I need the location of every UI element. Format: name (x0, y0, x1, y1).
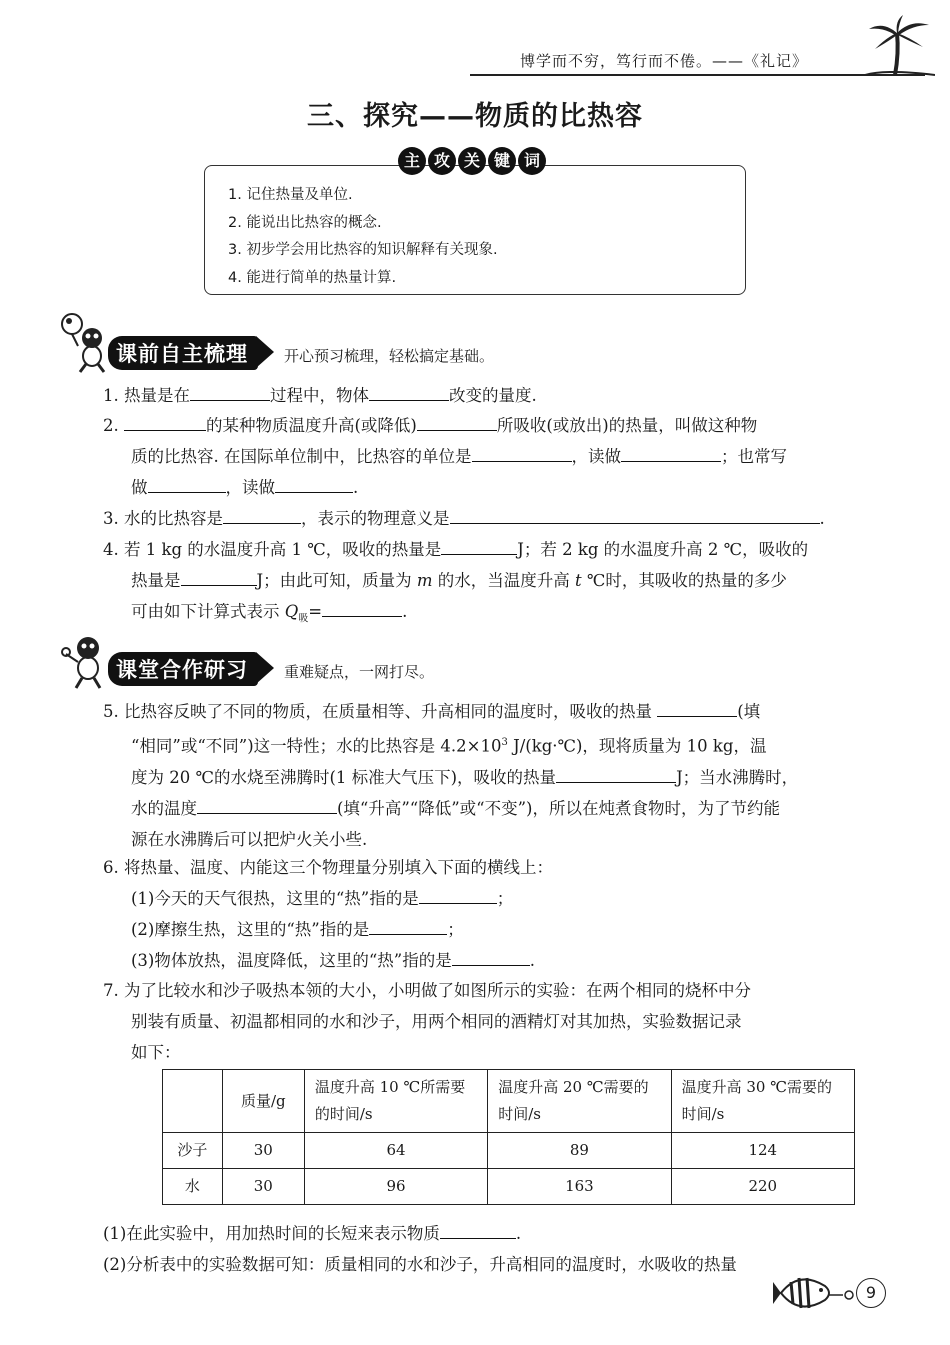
q5-text: J；当水沸腾时， (676, 767, 799, 787)
section-title: 课堂合作研习 (108, 652, 258, 686)
table-row (163, 1169, 855, 1205)
answer-blank[interactable] (419, 885, 497, 904)
q4-text: 热量是 (131, 571, 181, 590)
section-banner-prestudy (108, 336, 494, 370)
section-subtitle: 开心预习梳理，轻松搞定基础。 (284, 347, 495, 365)
question-5 (103, 696, 893, 855)
q5-text: 源在水沸腾后可以把炉火关小些. (131, 829, 368, 849)
answer-blank[interactable] (657, 698, 737, 717)
key-point-item: 3. 初步学会用比热容的知识解释有关现象. (228, 242, 498, 258)
q4-text: 可由如下计算式表示 (131, 602, 280, 621)
key-point-item: 2. 能说出比热容的概念. (228, 214, 382, 231)
table-cell: 沙子 (163, 1133, 223, 1169)
q5-text: 水的温度 (131, 798, 197, 818)
question-4 (103, 534, 893, 634)
answer-blank[interactable] (197, 795, 337, 814)
q2-number: 2. (103, 416, 119, 435)
q3-text: 3. 水的比热容是 (103, 509, 223, 528)
q2-text: 所吸收(或放出)的热量，叫做这种物 (496, 416, 758, 435)
badge-char: 主 (398, 147, 426, 175)
q7-text: 别装有质量、初温都相同的水和沙子，用两个相同的酒精灯对其加热，实验数据记录 (131, 1012, 742, 1031)
answer-blank[interactable] (452, 947, 530, 966)
mascot-icon (60, 632, 114, 690)
q2-text: ，读做 (571, 447, 621, 466)
q4-text: J；若 2 kg 的水温度升高 2 ℃，吸收的 (517, 540, 809, 559)
answer-blank[interactable] (556, 764, 676, 783)
var-Q: Q (284, 602, 299, 621)
var-t: t (575, 571, 582, 590)
q7-text: 7. 为了比较水和沙子吸热本领的大小，小明做了如图所示的实验：在两个相同的烧杯中分 (103, 981, 751, 1000)
badge-char: 词 (518, 147, 546, 175)
question-7 (103, 975, 893, 1068)
q4-text: J；由此可知，质量为 (256, 571, 412, 590)
page-number: 9 (856, 1278, 886, 1308)
experiment-table (162, 1069, 855, 1205)
fish-icon (773, 1268, 857, 1318)
q1-text: 过程中，物体 (270, 386, 369, 405)
palm-tree-icon (865, 15, 935, 77)
q2-text: ，读做 (225, 478, 275, 497)
q6-sub-3: (3)物体放热，温度降低，这里的“热”指的是 (131, 951, 452, 970)
answer-blank[interactable] (181, 567, 257, 586)
q7-sub-2: (2)分析表中的实验数据可知：质量相同的水和沙子，升高相同的温度时，水吸收的热量 (103, 1255, 737, 1274)
q6-text: ； (496, 889, 514, 908)
answer-blank[interactable] (124, 412, 206, 431)
var-m: m (416, 571, 433, 590)
q2-text: . (353, 478, 359, 497)
table-cell: 124 (671, 1133, 854, 1169)
answer-blank[interactable] (148, 474, 226, 493)
q7-text: . (515, 1224, 522, 1243)
answer-blank[interactable] (369, 916, 447, 935)
q7-text: 如下： (131, 1043, 181, 1062)
page-title: 三、探究——物质的比热容 (307, 101, 643, 132)
badge-char: 攻 (428, 147, 456, 175)
q2-text: 质的比热容. 在国际单位制中，比热容的单位是 (131, 447, 472, 466)
q3-text: . (819, 509, 825, 528)
table-row (163, 1133, 855, 1169)
answer-blank[interactable] (417, 412, 497, 431)
q2-text: 的某种物质温度升高(或降低) (206, 416, 417, 435)
q4-text: ℃时，其吸收的热量的多少 (586, 571, 787, 590)
q4-text: = (308, 602, 323, 621)
q4-text: . (402, 602, 408, 621)
q5-text: “相同”或“不同”)这一特性；水的比热容是 4.2×10 (131, 736, 502, 756)
banner-arrow-icon (256, 652, 274, 684)
table-header: 质量/g (222, 1070, 304, 1133)
answer-blank[interactable] (472, 443, 572, 462)
q6-text: . (529, 951, 535, 970)
key-point-item: 1. 记住热量及单位. (228, 187, 353, 203)
table-header: 温度升高 30 ℃需要的时间/s (671, 1070, 854, 1133)
header-motto: 博学而不穷，笃行而不倦。——《礼记》 (520, 52, 809, 70)
var-Q-sub: 吸 (298, 613, 309, 625)
answer-blank[interactable] (190, 382, 270, 401)
q5-text: 5. 比热容反映了不同的物质，在质量相等、升高相同的温度时，吸收的热量 (103, 702, 652, 721)
table-cell: 30 (222, 1133, 304, 1169)
q2-text: 做 (131, 478, 148, 497)
answer-blank[interactable] (441, 536, 517, 555)
answer-blank[interactable] (621, 443, 721, 462)
question-2 (103, 410, 893, 503)
q6-sub-2: (2)摩擦生热，这里的“热”指的是 (131, 920, 370, 939)
question-3 (103, 503, 893, 534)
q5-text: J/(kg·℃)，现将质量为 10 kg，温 (507, 736, 767, 756)
key-point-item: 4. 能进行简单的热量计算. (228, 269, 397, 286)
question-1 (103, 380, 893, 411)
table-header (163, 1070, 223, 1133)
answer-blank[interactable] (275, 474, 353, 493)
q1-text: 改变的量度. (449, 386, 537, 405)
table-header: 温度升高 10 ℃所需要的时间/s (304, 1070, 487, 1133)
q5-exponent: 3 (501, 737, 508, 748)
table-cell: 30 (222, 1169, 304, 1205)
table-header: 温度升高 20 ℃需要的时间/s (488, 1070, 671, 1133)
q6-sub-1: (1)今天的天气很热，这里的“热”指的是 (131, 889, 419, 908)
answer-blank[interactable] (369, 382, 449, 401)
answer-blank[interactable] (450, 505, 820, 524)
table-cell: 64 (304, 1133, 487, 1169)
section-title: 课前自主梳理 (108, 336, 258, 370)
q7-sub-1: (1)在此实验中，用加热时间的长短来表示物质 (103, 1224, 440, 1243)
q4-text: 4. 若 1 kg 的水温度升高 1 ℃，吸收的热量是 (103, 540, 442, 559)
q6-text: ； (447, 920, 464, 939)
answer-blank[interactable] (440, 1220, 516, 1239)
answer-blank[interactable] (223, 505, 301, 524)
key-points-list (228, 182, 498, 292)
q2-text: ；也常写 (721, 447, 787, 466)
table-cell: 水 (163, 1169, 223, 1205)
question-6 (103, 852, 893, 976)
answer-blank[interactable] (322, 598, 402, 617)
badge-char: 关 (458, 147, 486, 175)
banner-arrow-icon (256, 336, 274, 368)
key-points-badge (398, 147, 546, 175)
table-cell: 89 (488, 1133, 671, 1169)
header-rule (470, 74, 925, 76)
q5-text: (填“升高”“降低”或“不变”)，所以在炖煮食物时，为了节约能 (337, 798, 780, 818)
section-subtitle: 重难疑点，一网打尽。 (284, 663, 435, 681)
mascot-icon (58, 312, 114, 374)
table-cell: 220 (671, 1169, 854, 1205)
q5-text: (填 (737, 702, 761, 721)
q3-text: ，表示的物理意义是 (301, 509, 450, 528)
table-header-row (163, 1070, 855, 1133)
q4-text: 的水，当温度升高 (437, 571, 570, 590)
table-cell: 163 (488, 1169, 671, 1205)
section-banner-classwork (108, 652, 434, 686)
q1-text: 1. 热量是在 (103, 386, 190, 405)
badge-char: 键 (488, 147, 516, 175)
q5-text: 度为 20 ℃的水烧至沸腾时(1 标准大气压下)，吸收的热量 (131, 767, 557, 787)
q6-text: 6. 将热量、温度、内能这三个物理量分别填入下面的横线上： (103, 858, 553, 877)
table-cell: 96 (304, 1169, 487, 1205)
